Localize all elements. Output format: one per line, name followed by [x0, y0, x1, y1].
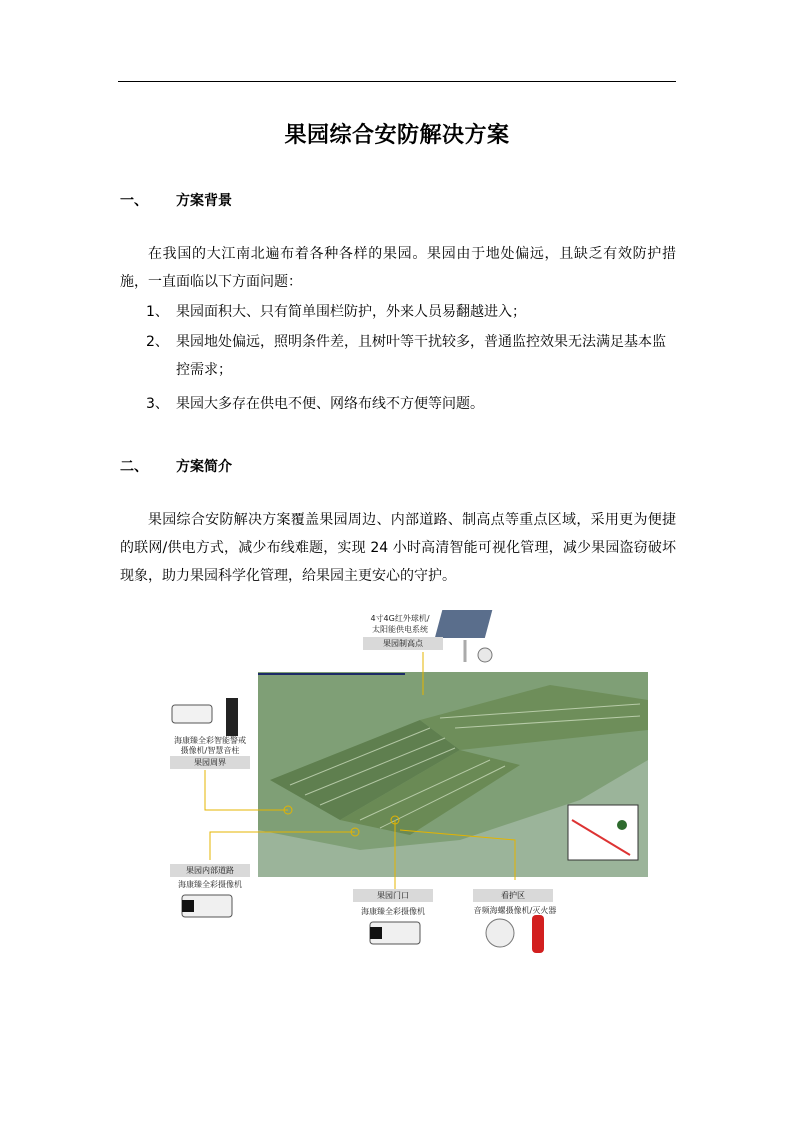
top-tag: 果园制高点 — [363, 637, 443, 650]
section-2-heading — [120, 456, 232, 476]
page-title: 果园综合安防解决方案 — [284, 123, 510, 148]
section-2-title: 方案简介 — [176, 459, 232, 475]
section-1-heading — [120, 190, 232, 210]
list-item — [146, 328, 676, 384]
turret-camera-icon — [486, 919, 514, 947]
orchard-diagram — [160, 600, 660, 960]
gate-tag: 果园门口 — [353, 889, 433, 902]
section-2-number: 二、 — [120, 459, 148, 475]
map-inset — [568, 805, 638, 860]
ptz-camera-icon — [478, 648, 492, 662]
header-rule — [118, 81, 676, 82]
left-caption-2: 摄像机/智慧音柱 — [180, 746, 240, 755]
solar-panel-icon — [435, 610, 493, 638]
list-item-number: 2、 — [146, 334, 169, 350]
list-item — [146, 390, 676, 418]
section-1-number: 一、 — [120, 193, 148, 209]
left-caption-1: 海康臻全彩智能警戒 — [174, 736, 246, 745]
fire-extinguisher-icon — [532, 915, 544, 953]
guard-tag: 看护区 — [473, 889, 553, 902]
left-tag: 果园周界 — [170, 756, 250, 769]
speaker-column-icon — [226, 698, 238, 736]
list-item-text: 果园面积大、只有简单围栏防护，外来人员易翻越进入； — [176, 304, 526, 320]
guard-caption: 音频海螺摄像机/灭火器 — [473, 906, 557, 915]
road-tag: 果园内部道路 — [170, 864, 250, 877]
top-caption-2: 太阳能供电系统 — [372, 625, 428, 634]
list-item-number: 3、 — [146, 396, 169, 412]
section-2-text: 果园综合安防解决方案覆盖果园周边、内部道路、制高点等重点区域，采用更为便捷的联网/供电方式，减少布线难题，实现 24 小时高清智能可视化管理，减少果园盗窃破坏现象，助力果园科学化管理，给果园主更安心的守护。 — [120, 512, 676, 584]
road-caption: 海康臻全彩摄像机 — [178, 880, 242, 889]
list-item-text: 果园地处偏远，照明条件差，且树叶等干扰较多，普通监控效果无法满足基本监控需求； — [176, 334, 666, 378]
gate-caption: 海康臻全彩摄像机 — [361, 907, 425, 916]
top-caption-1: 4寸4G红外球机/ — [370, 614, 430, 623]
section-1-title: 方案背景 — [176, 193, 232, 209]
section-1-intro: 在我国的大江南北遍布着各种各样的果园。果园由于地处偏远，且缺乏有效防护措施，一直面临以下方面问题： — [120, 246, 676, 290]
list-item-number: 1、 — [146, 304, 169, 320]
list-item — [146, 298, 676, 326]
list-item-text: 果园大多存在供电不便、网络布线不方便等问题。 — [176, 396, 484, 412]
bullet-camera-icon — [172, 705, 212, 723]
